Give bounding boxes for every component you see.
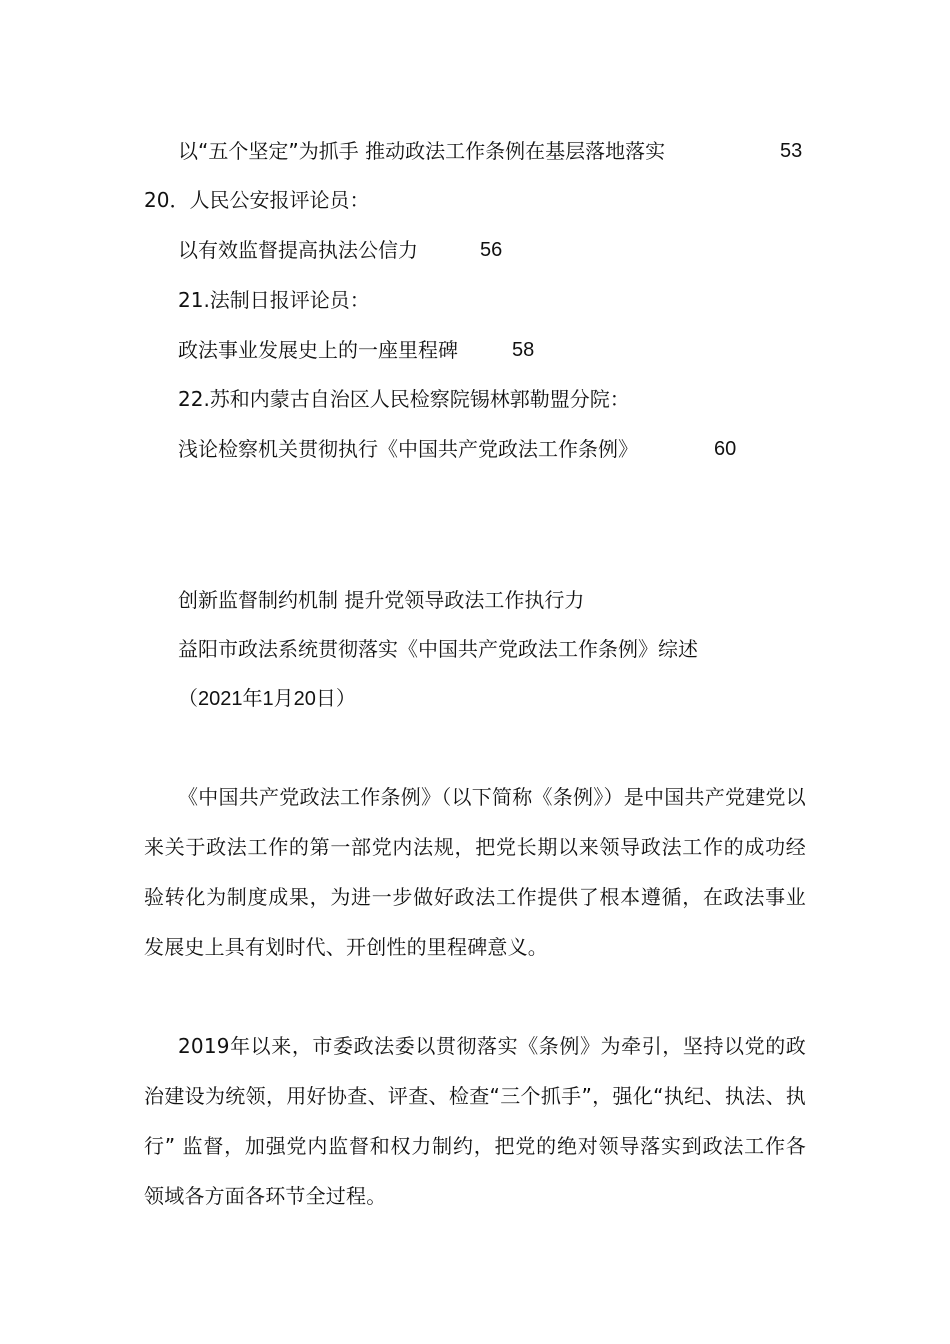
toc-entry-20[interactable]: [178, 236, 518, 264]
body-paragraph-1-text: 《中国共产党政法工作条例》（以下简称《条例》）是中国共产党建党以来关于政法工作的第一部党内法规，把党长期以来领导政法工作的成功经验转化为制度成果，为进一步做好政法工作提供了根本遵循，在政法事业发展史上具有划时代、开创性的里程碑意义。: [144, 785, 806, 959]
article-title: 创新监督制约机制 提升党领导政法工作执行力: [178, 588, 585, 612]
toc-entry-title: 以有效监督提高执法公信力: [178, 238, 418, 262]
article-subtitle: 益阳市政法系统贯彻落实《中国共产党政法工作条例》综述: [178, 637, 698, 661]
toc-entry-title: 政法事业发展史上的一座里程碑: [178, 338, 458, 362]
toc-heading-21: 21.法制日报评论员：: [178, 288, 370, 312]
body-paragraph-1: [144, 772, 806, 972]
toc-entry-title: 以“五个坚定”为抓手 推动政法工作条例在基层落地落实: [178, 139, 666, 163]
body-paragraph-2-text: 2019年以来，市委政法委以贯彻落实《条例》为牵引，坚持以党的政治建设为统领，用好协查、评查、检查“三个抓手”，强化“执纪、执法、执行” 监督，加强党内监督和权力制约，把党的绝对领导落实到政法工作各领域各方面各环节全过程。: [144, 1034, 806, 1208]
toc-entry-page-number: 60: [714, 438, 737, 460]
toc-heading-22: 22.苏和内蒙古自治区人民检察院锡林郭勒盟分院：: [178, 387, 630, 411]
toc-entry-19[interactable]: [178, 137, 808, 165]
toc-entry-22[interactable]: [178, 435, 748, 463]
toc-entry-page-number: 58: [512, 339, 535, 361]
toc-entry-title: 浅论检察机关贯彻执行《中国共产党政法工作条例》: [178, 437, 638, 461]
article-date: （2021年1月20日）: [178, 688, 356, 710]
toc-entry-page-number: 56: [480, 239, 503, 261]
toc-heading-20: 20．人民公安报评论员：: [144, 188, 370, 212]
toc-entry-page-number: 53: [780, 140, 803, 162]
body-paragraph-2: [144, 1021, 806, 1221]
toc-entry-21[interactable]: [178, 336, 548, 364]
